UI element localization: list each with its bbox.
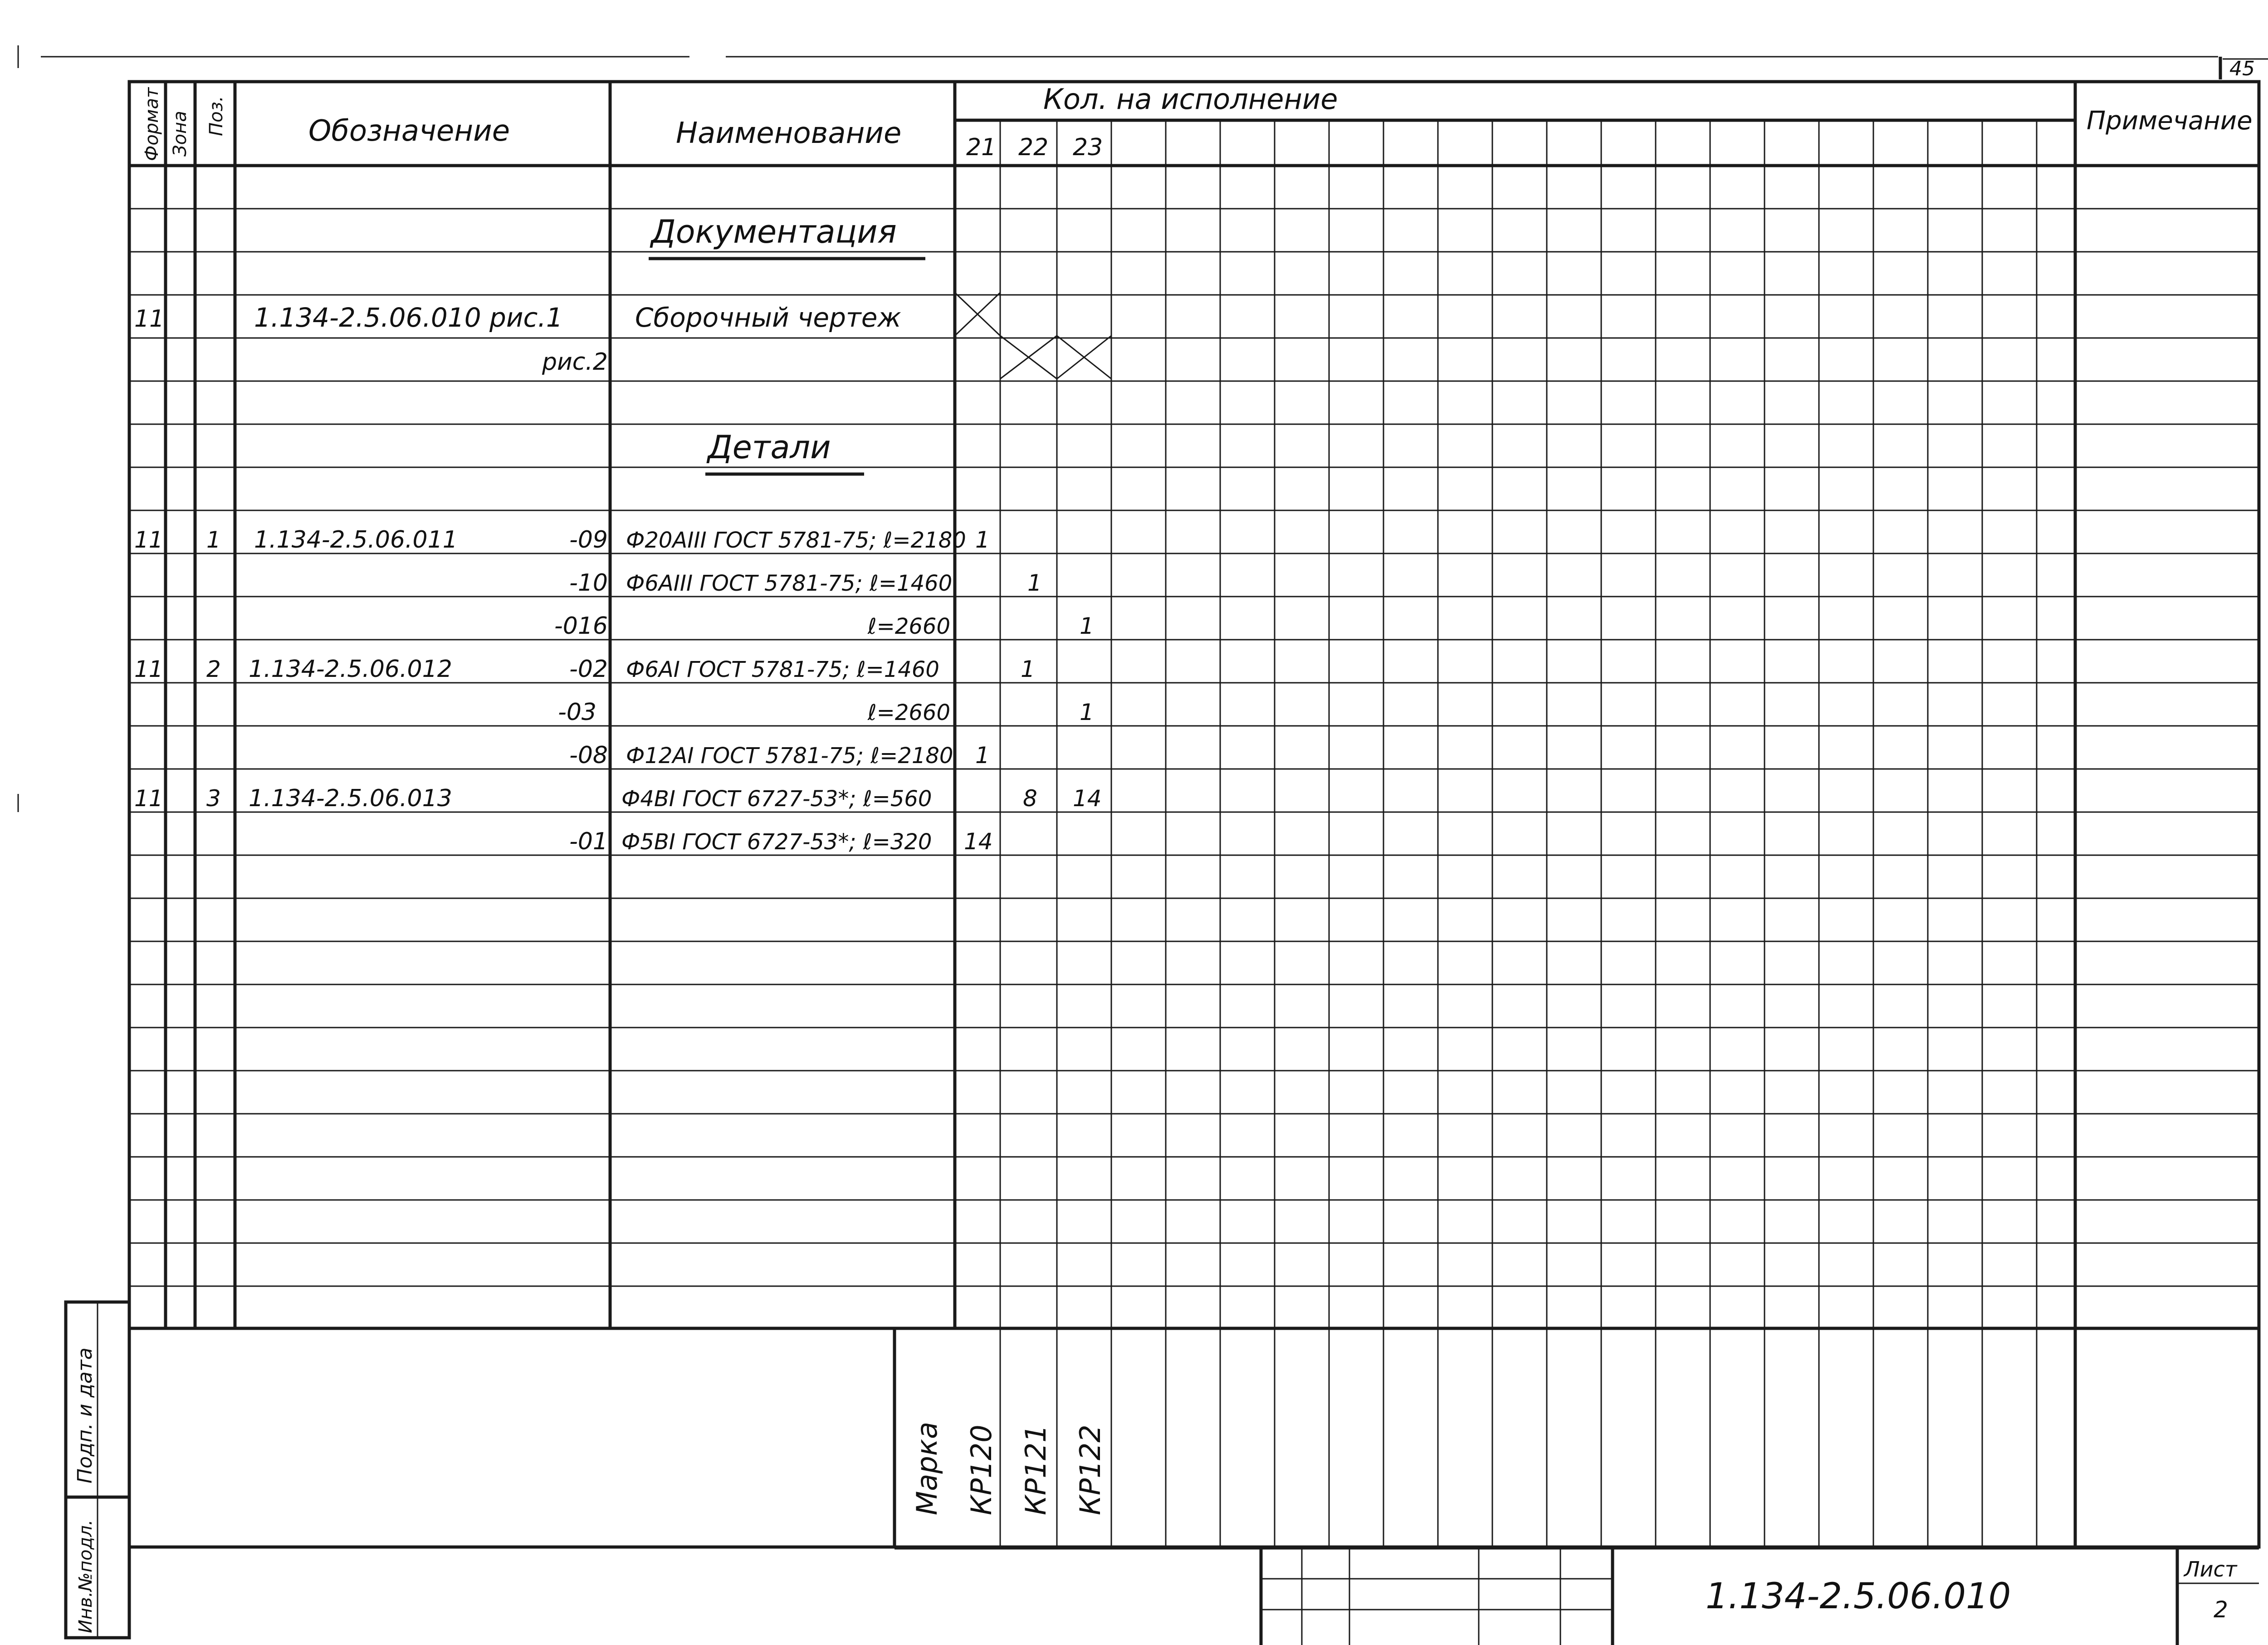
row-8-name: Ф12AI ГОСТ 5781-75; ℓ=2180 xyxy=(626,743,953,769)
row-3-pos: 1 xyxy=(206,527,221,553)
row-7-q23: 1 xyxy=(1080,699,1094,725)
header-name: Наименование xyxy=(676,117,902,150)
row-8-q21: 1 xyxy=(975,742,990,769)
section-documentation: Документация xyxy=(651,213,897,250)
row-7-name: ℓ=2660 xyxy=(867,700,950,725)
header-format: Формат xyxy=(142,87,162,161)
sheet-number-top: 45 xyxy=(2229,57,2255,80)
row-9 xyxy=(134,785,1102,812)
row-9-format: 11 xyxy=(134,785,163,812)
row-7 xyxy=(558,699,1094,726)
title-sheet-value: 2 xyxy=(2214,1596,2228,1623)
row-9-name: Ф4BI ГОСТ 6727-53*; ℓ=560 xyxy=(621,786,932,812)
header-col-21: 21 xyxy=(966,134,997,161)
row-8 xyxy=(569,742,990,769)
row-3-name: Ф20AIII ГОСТ 5781-75; ℓ=2180 xyxy=(626,528,966,553)
row-6-pos: 2 xyxy=(206,656,221,682)
row-10 xyxy=(569,828,993,855)
row-5-q23: 1 xyxy=(1080,613,1094,639)
row-6-suffix: -02 xyxy=(569,656,608,683)
row-1 xyxy=(134,302,901,333)
title-doc-code: 1.134-2.5.06.010 xyxy=(1706,1576,2011,1617)
row-6 xyxy=(134,656,1035,683)
header-zone: Зона xyxy=(170,111,191,157)
mark-kp122: КР122 xyxy=(1074,1425,1107,1515)
side-sign-date: Подп. и дата xyxy=(73,1347,97,1483)
row-9-q22: 8 xyxy=(1023,785,1037,812)
row-3-suffix: -09 xyxy=(569,526,608,553)
row-6-designation: 1.134-2.5.06.012 xyxy=(249,656,452,683)
row-3-designation: 1.134-2.5.06.011 xyxy=(254,526,458,553)
row-7-suffix: -03 xyxy=(558,699,596,726)
row-4-q22: 1 xyxy=(1027,570,1042,596)
row-3 xyxy=(134,526,990,553)
mark-kp120: КР120 xyxy=(965,1425,998,1515)
row-2 xyxy=(542,348,608,376)
mark-label: Марка xyxy=(910,1421,943,1515)
header-note: Примечание xyxy=(2087,106,2253,136)
row-9-designation: 1.134-2.5.06.013 xyxy=(249,785,452,812)
row-5-name: ℓ=2660 xyxy=(867,614,950,639)
header-col-23: 23 xyxy=(1073,134,1103,161)
row-6-q22: 1 xyxy=(1021,656,1035,682)
row-10-q21: 14 xyxy=(964,828,993,855)
row-8-suffix: -08 xyxy=(569,742,608,769)
mark-kp121: КР121 xyxy=(1019,1425,1052,1515)
title-sheet-label: Лист xyxy=(2184,1557,2237,1581)
section-details: Детали xyxy=(708,429,831,466)
row-1-name: Сборочный чертеж xyxy=(635,302,901,333)
row-9-pos: 3 xyxy=(206,785,221,812)
row-10-suffix: -01 xyxy=(569,828,608,855)
row-5 xyxy=(554,612,1094,640)
row-3-format: 11 xyxy=(134,527,163,553)
row-4-name: Ф6AIII ГОСТ 5781-75; ℓ=1460 xyxy=(626,571,953,596)
row-6-name: Ф6AI ГОСТ 5781-75; ℓ=1460 xyxy=(626,657,939,682)
row-3-q21: 1 xyxy=(975,527,990,553)
header-col-22: 22 xyxy=(1018,134,1049,161)
row-6-format: 11 xyxy=(134,656,163,682)
row-4 xyxy=(569,569,1042,597)
side-inv-no: Инв.№подл. xyxy=(75,1519,96,1633)
row-1-designation: 1.134-2.5.06.010 рис.1 xyxy=(254,302,563,333)
row-2-suffix: рис.2 xyxy=(542,348,608,376)
row-4-suffix: -10 xyxy=(569,569,608,597)
row-1-format: 11 xyxy=(134,305,165,333)
row-9-q23: 14 xyxy=(1073,785,1102,812)
header-designation: Обозначение xyxy=(308,114,510,148)
header-pos: Поз. xyxy=(206,96,227,136)
header-qty-group: Кол. на исполнение xyxy=(1043,83,1338,116)
row-5-suffix: -016 xyxy=(554,612,608,640)
row-10-name: Ф5BI ГОСТ 6727-53*; ℓ=320 xyxy=(621,829,932,855)
